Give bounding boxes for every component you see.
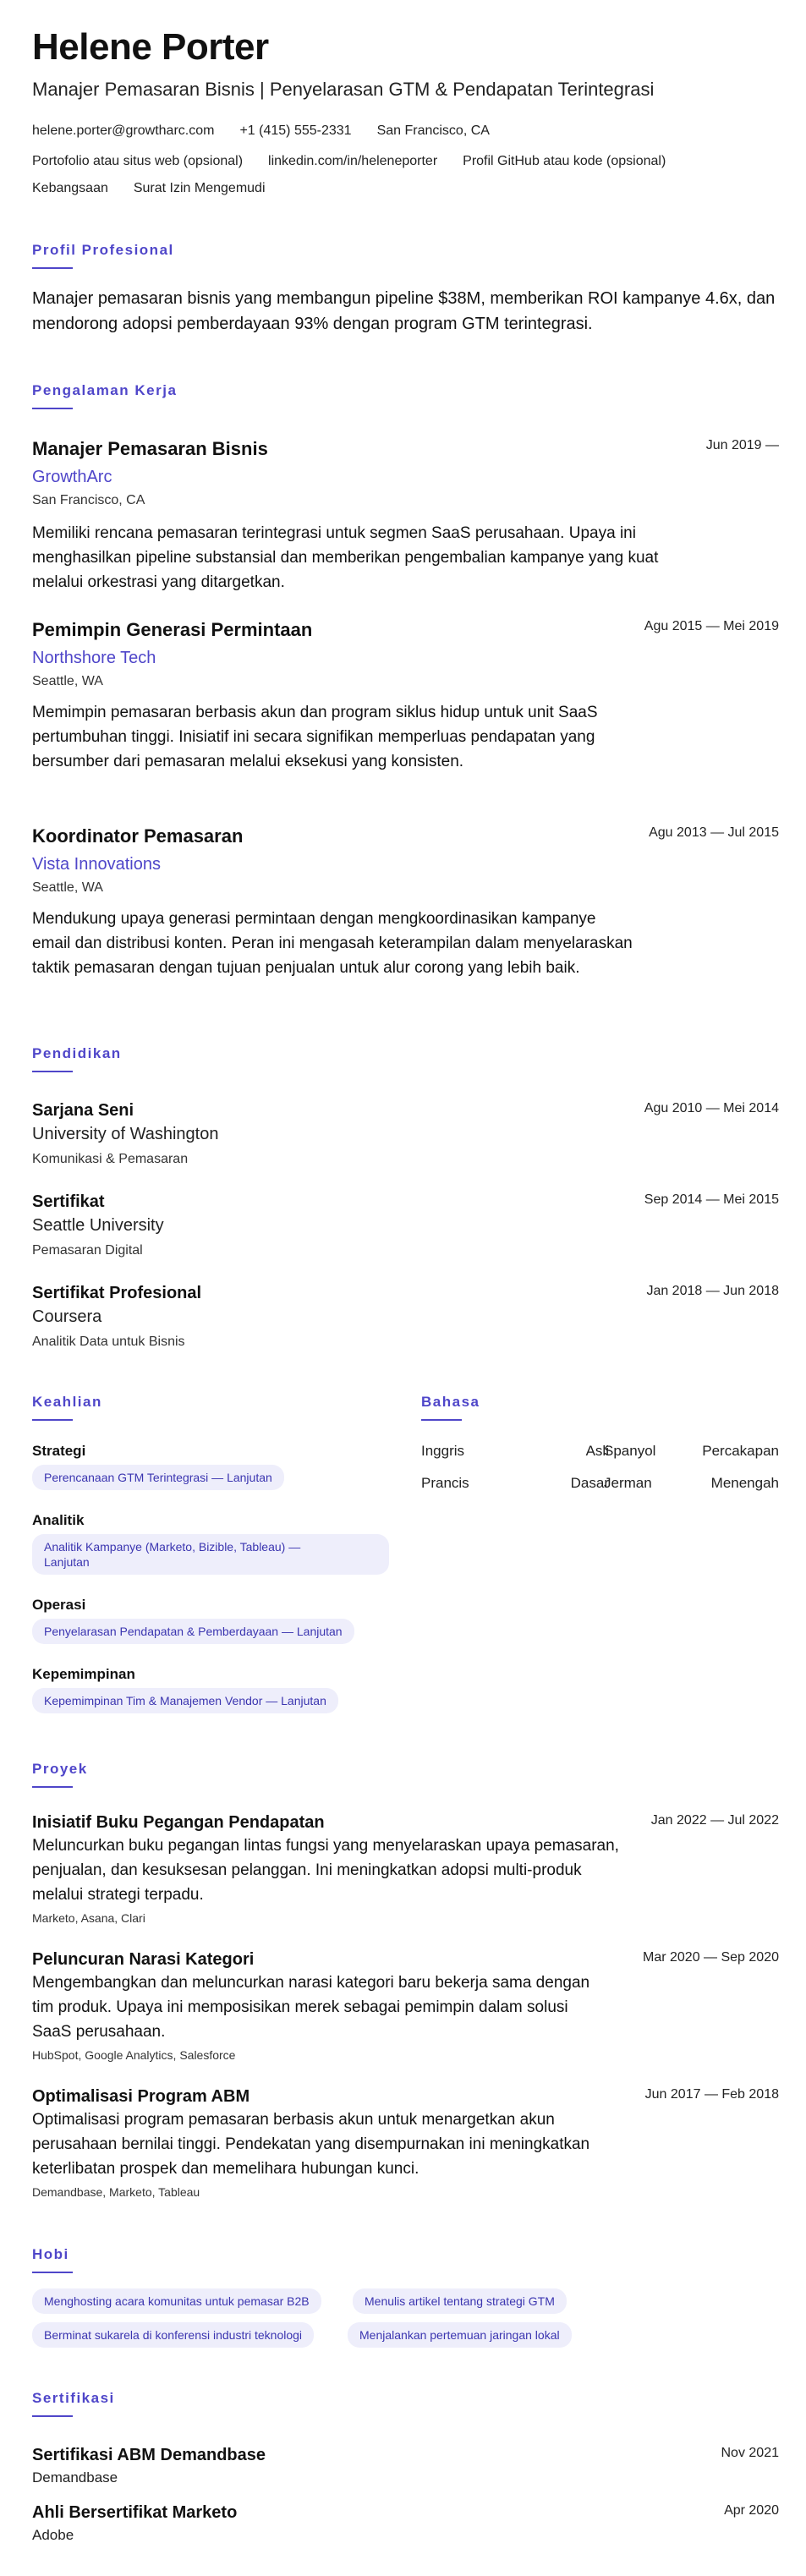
projects-heading-rule — [32, 1786, 73, 1788]
project-title: Inisiatif Buku Pegangan Pendapatan — [32, 1813, 325, 1832]
language-name: Spanyol — [604, 1443, 656, 1459]
company-name: Vista Innovations — [32, 855, 161, 874]
education-dates: Agu 2010 — Mei 2014 — [644, 1101, 779, 1115]
project-tools: Marketo, Asana, Clari — [32, 1911, 145, 1925]
hobby-chip: Menulis artikel tentang strategi GTM — [353, 2288, 567, 2314]
skill-category: Strategi — [32, 1443, 86, 1459]
company-name: Northshore Tech — [32, 649, 156, 667]
projects-heading: Proyek — [32, 1761, 88, 1777]
job-title: Pemimpin Generasi Permintaan — [32, 619, 313, 640]
field-of-study: Analitik Data untuk Bisnis — [32, 1335, 185, 1349]
contact-row-3 — [32, 181, 266, 196]
job-title: Koordinator Pemasaran — [32, 825, 244, 847]
profile-heading-rule — [32, 267, 73, 269]
languages-heading: Bahasa — [421, 1394, 480, 1410]
certification-date: Apr 2020 — [724, 2503, 779, 2518]
driving-license-text: Surat Izin Mengemudi — [133, 181, 266, 195]
language-level: Percakapan — [702, 1443, 779, 1459]
contact-row-1 — [32, 123, 490, 139]
job-dates: Jun 2019 — — [705, 438, 779, 452]
profile-heading: Profil Profesional — [32, 242, 174, 258]
skill-chip: Penyelarasan Pendapatan & Pemberdayaan — Lanjutan — [32, 1619, 354, 1644]
hobbies-heading: Hobi — [32, 2246, 69, 2262]
nationality-text: Kebangsaan — [32, 181, 108, 195]
project-tools: HubSpot, Google Analytics, Salesforce — [32, 2048, 236, 2062]
school-name: Coursera — [32, 1307, 102, 1326]
languages-heading-rule — [421, 1419, 462, 1421]
project-dates: Mar 2020 — Sep 2020 — [643, 1950, 779, 1965]
education-dates: Jan 2018 — Jun 2018 — [646, 1284, 779, 1298]
project-description: Mengembangkan dan meluncurkan narasi kategori baru bekerja sama dengan tim produk. Upaya ini memposisikan merek sebagai pemimpin dalam solusi SaaS perusahaan. — [32, 1974, 590, 2041]
job-title: Manajer Pemasaran Bisnis — [32, 438, 268, 459]
profile-summary: Manajer pemasaran bisnis yang membangun pipeline $38M, memberikan ROI kampanye 4.6x, dan mendorong adopsi pemberdayaan 93% dengan program GTM terintegrasi. — [32, 289, 776, 333]
project-description: Optimalisasi program pemasaran berbasis akun untuk menargetkan akun perusahaan bernilai tinggi. Pendekatan yang disempurnakan ini meningkatkan keterlibatan prospek dan memelihara hubungan kunci. — [32, 2111, 590, 2178]
project-dates: Jun 2017 — Feb 2018 — [644, 2087, 779, 2102]
skill-chip: Perencanaan GTM Terintegrasi — Lanjutan — [32, 1465, 284, 1490]
language-name: Jerman — [604, 1475, 652, 1491]
language-level: Dasar — [570, 1475, 609, 1491]
candidate-name: Helene Porter — [32, 26, 269, 68]
portfolio-link[interactable]: Portofolio atau situs web (opsional) — [32, 154, 244, 168]
contact-row-2 — [32, 154, 666, 169]
field-of-study: Pemasaran Digital — [32, 1243, 143, 1258]
project-dates: Jan 2022 — Jul 2022 — [650, 1813, 779, 1828]
linkedin-link[interactable]: linkedin.com/in/heleneporter — [268, 154, 438, 168]
certifications-heading-rule — [32, 2415, 73, 2417]
certification-name: Sertifikasi ABM Demandbase — [32, 2446, 266, 2464]
project-tools: Demandbase, Marketo, Tableau — [32, 2185, 200, 2199]
job-description: Mendukung upaya generasi permintaan dengan mengkoordinasikan kampanye email dan distribusi konten. Peran ini mengasah keterampilan dalam menyelaraskan taktik pemasaran dengan tujuan penjualan untuk alur corong yang lebih baik. — [32, 910, 633, 977]
company-name: GrowthArc — [32, 468, 112, 486]
skill-chip — [32, 1534, 389, 1575]
skill-category: Operasi — [32, 1597, 86, 1613]
job-location: San Francisco, CA — [32, 493, 145, 507]
project-title: Optimalisasi Program ABM — [32, 2087, 250, 2106]
experience-heading-rule — [32, 408, 73, 409]
job-location: Seattle, WA — [32, 880, 103, 895]
certifications-heading: Sertifikasi — [32, 2390, 115, 2406]
skills-heading-rule — [32, 1419, 73, 1421]
education-dates: Sep 2014 — Mei 2015 — [644, 1192, 779, 1207]
email-link[interactable]: helene.porter@growtharc.com — [32, 123, 215, 138]
project-description: Meluncurkan buku pegangan lintas fungsi yang menyelaraskan upaya pemasaran, penjualan, dan kesuksesan pelanggan. Ini meningkatkan adopsi multi-produk melalui strategi terpadu. — [32, 1837, 619, 1904]
hobby-chip: Berminat sukarela di konferensi industri teknologi — [32, 2322, 314, 2348]
certification-date: Nov 2021 — [721, 2446, 779, 2460]
degree-name: Sertifikat Profesional — [32, 1284, 202, 1302]
language-name: Prancis — [421, 1475, 469, 1491]
field-of-study: Komunikasi & Pemasaran — [32, 1152, 189, 1166]
certification-issuer: Demandbase — [32, 2469, 118, 2486]
skill-category: Analitik — [32, 1512, 85, 1528]
location-text: San Francisco, CA — [376, 123, 490, 138]
job-dates: Agu 2013 — Jul 2015 — [649, 825, 779, 840]
language-level: Menengah — [710, 1475, 779, 1491]
degree-name: Sertifikat — [32, 1192, 105, 1211]
job-dates: Agu 2015 — Mei 2019 — [644, 619, 779, 633]
phone-text: +1 (415) 555-2331 — [239, 123, 352, 138]
education-heading: Pendidikan — [32, 1045, 122, 1061]
school-name: University of Washington — [32, 1125, 219, 1143]
skill-chip-line: Lanjutan — [44, 1555, 90, 1569]
certification-name: Ahli Bersertifikat Marketo — [32, 2503, 238, 2522]
experience-heading: Pengalaman Kerja — [32, 382, 178, 398]
certification-issuer: Adobe — [32, 2527, 74, 2543]
github-link[interactable]: Profil GitHub atau kode (opsional) — [463, 154, 666, 168]
language-name: Inggris — [421, 1443, 465, 1459]
hobby-chip: Menjalankan pertemuan jaringan lokal — [348, 2322, 572, 2348]
project-title: Peluncuran Narasi Kategori — [32, 1950, 255, 1969]
skill-chip-line: Analitik Kampanye (Marketo, Bizible, Tableau) — — [44, 1540, 301, 1554]
skill-category: Kepemimpinan — [32, 1666, 135, 1682]
skills-heading: Keahlian — [32, 1394, 102, 1410]
job-description: Memiliki rencana pemasaran terintegrasi untuk segmen SaaS perusahaan. Upaya ini menghasilkan pipeline substansial dan memberikan pengembalian kampanye yang kuat melalui orkestrasi yang ditargetkan. — [32, 524, 659, 591]
degree-name: Sarjana Seni — [32, 1101, 134, 1120]
candidate-headline: Manajer Pemasaran Bisnis | Penyelarasan GTM & Pendapatan Terintegrasi — [32, 79, 655, 100]
school-name: Seattle University — [32, 1216, 164, 1235]
job-location: Seattle, WA — [32, 674, 103, 688]
job-description: Memimpin pemasaran berbasis akun dan program siklus hidup untuk unit SaaS pertumbuhan tinggi. Inisiatif ini secara signifikan memperluas pendapatan yang bersumber dari pemasaran melalui eksekusi yang konsisten. — [32, 704, 598, 770]
education-heading-rule — [32, 1071, 73, 1072]
language-level: Asli — [585, 1443, 609, 1459]
skill-chip: Kepemimpinan Tim & Manajemen Vendor — Lanjutan — [32, 1688, 338, 1713]
hobby-chip: Menghosting acara komunitas untuk pemasar B2B — [32, 2288, 321, 2314]
hobbies-heading-rule — [32, 2272, 73, 2273]
